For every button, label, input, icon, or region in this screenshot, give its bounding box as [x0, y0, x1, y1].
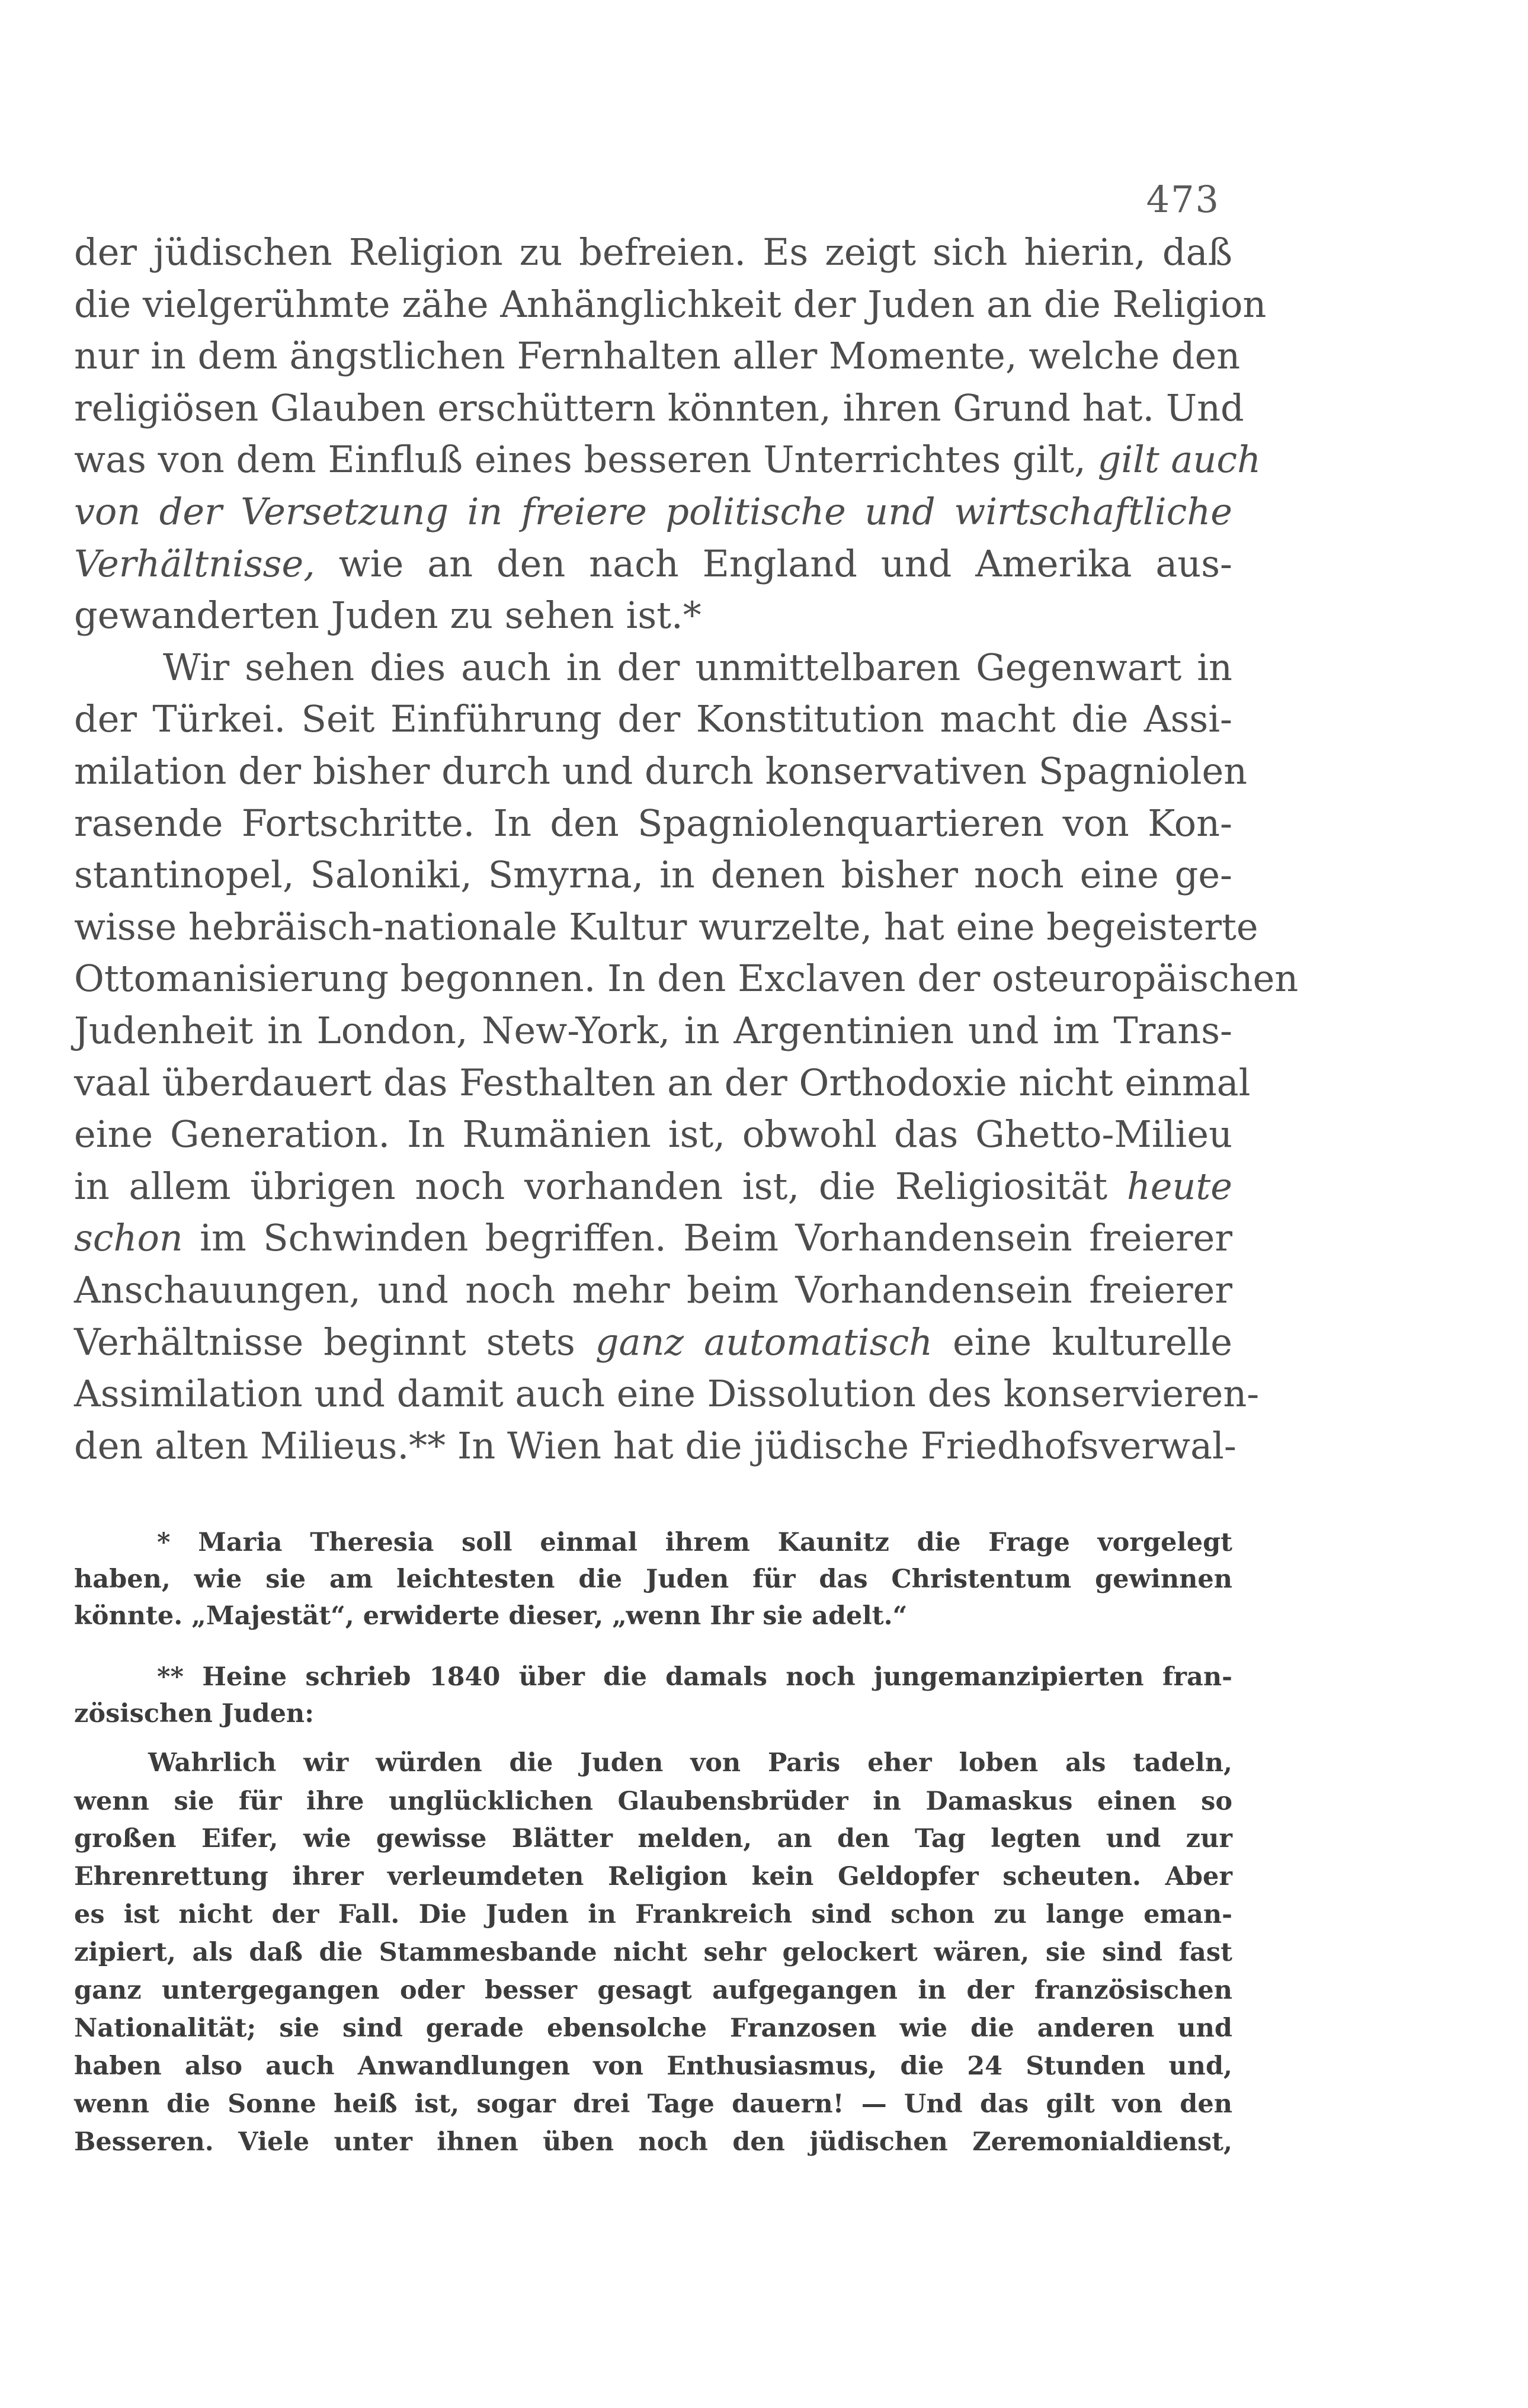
footnote-line: wenn sie für ihre unglücklichen Glaubensbrüder in Damaskus einen so [74, 1787, 1232, 1816]
footnote-line: Nationalität; sie sind gerade ebensolche Franzosen wie die anderen und [74, 2013, 1232, 2043]
main-text-line: nur in dem ängstlichen Fernhalten aller Momente, welche den [74, 334, 1241, 378]
main-text-line: Assimilation und damit auch eine Dissolution des konservieren- [74, 1372, 1260, 1416]
main-text-line [74, 1164, 1232, 1208]
main-text-line: Anschauungen, und noch mehr beim Vorhandensein freierer [74, 1268, 1232, 1312]
footnote-line: ** Heine schrieb 1840 über die damals noch jungemanzipierten fran- [157, 1662, 1232, 1692]
footnote-line: zösischen Juden: [74, 1699, 315, 1729]
main-text-emphasis: von der Versetzung in freiere politische und wirtschaftliche [74, 490, 1232, 533]
footnote-line: haben also auch Anwandlungen von Enthusiasmus, die 24 Stunden und, [74, 2051, 1232, 2081]
main-text-line [74, 438, 1261, 482]
main-text-line: Judenheit in London, New-York, in Argentinien und im Trans- [74, 1009, 1232, 1052]
footnote-line: zipiert, als daß die Stammesbande nicht sehr gelockert wären, sie sind fast [74, 1938, 1232, 1967]
main-text-line: den alten Milieus.** In Wien hat die jüdische Friedhofsverwal- [74, 1423, 1237, 1467]
footnote-line: haben, wie sie am leichtesten die Juden für das Christentum gewinnen [74, 1564, 1232, 1594]
main-text-emphasis: ganz automatisch [595, 1320, 933, 1364]
main-text-line: wisse hebräisch-nationale Kultur wurzelte, hat eine begeisterte [74, 905, 1258, 948]
main-text-emphasis: schon [74, 1216, 183, 1260]
main-text-line [74, 1216, 1232, 1260]
main-text-run: in allem übrigen noch vorhanden ist, die Religiosität [74, 1164, 1127, 1208]
footnote-line: Wahrlich wir würden die Juden von Paris eher loben als tadeln, [148, 1748, 1232, 1778]
main-text-emphasis: gilt auch [1097, 438, 1261, 482]
footnote-line: großen Eifer, wie gewisse Blätter melden, an den Tag legten und zur [74, 1824, 1232, 1854]
main-text-run: was von dem Einfluß eines besseren Unterrichtes gilt, [74, 438, 1098, 482]
main-text-line: die vielgerühmte zähe Anhänglichkeit der Juden an die Religion [74, 282, 1267, 326]
main-text-line: Wir sehen dies auch in der unmittelbaren Gegenwart in [163, 645, 1232, 689]
main-text-line: milation der bisher durch und durch konservativen Spagniolen [74, 749, 1248, 793]
footnote-line: * Maria Theresia soll einmal ihrem Kaunitz die Frage vorgelegt [157, 1528, 1232, 1557]
main-text-line: Ottomanisierung begonnen. In den Exclaven der osteuropäischen [74, 957, 1299, 1001]
main-text-run: Verhältnisse beginnt stets [74, 1320, 595, 1364]
main-text-line [74, 490, 1232, 533]
main-text-line: der Türkei. Seit Einführung der Konstitution macht die Assi- [74, 697, 1232, 741]
main-text-run: im Schwinden begriffen. Beim Vorhandensein freierer [182, 1216, 1232, 1260]
main-text-emphasis: heute [1126, 1164, 1232, 1208]
main-text-line: eine Generation. In Rumänien ist, obwohl das Ghetto-Milieu [74, 1112, 1232, 1156]
main-text-line: stantinopel, Saloniki, Smyrna, in denen bisher noch eine ge- [74, 853, 1232, 897]
footnote-line: könnte. „Majestät“, erwiderte dieser, „wenn Ihr sie adelt.“ [74, 1601, 908, 1631]
main-text-run: eine kulturelle [933, 1320, 1232, 1364]
footnote-line: ganz untergegangen oder besser gesagt aufgegangen in der französischen [74, 1976, 1232, 2005]
main-text-line: gewanderten Juden zu sehen ist.* [74, 594, 701, 637]
page-number: 473 [1146, 178, 1220, 221]
main-text-line: vaal überdauert das Festhalten an der Orthodoxie nicht einmal [74, 1060, 1251, 1104]
main-text-line: rasende Fortschritte. In den Spagniolenquartieren von Kon- [74, 801, 1232, 845]
footnote-line: Ehrenrettung ihrer verleumdeten Religion kein Geldopfer scheuten. Aber [74, 1862, 1232, 1891]
main-text-line [74, 1320, 1232, 1364]
footnote-line: wenn die Sonne heiß ist, sogar drei Tage dauern! — Und das gilt von den [74, 2089, 1232, 2119]
main-text-emphasis: Verhältnisse, [74, 541, 315, 585]
footnote-line: es ist nicht der Fall. Die Juden in Frankreich sind schon zu lange eman- [74, 1900, 1232, 1929]
main-text-line: religiösen Glauben erschüttern könnten, ihren Grund hat. Und [74, 386, 1244, 429]
footnote-line: Besseren. Viele unter ihnen üben noch den jüdischen Zeremonialdienst, [74, 2127, 1232, 2157]
main-text-line [74, 541, 1232, 585]
main-text-run: wie an den nach England und Amerika aus- [315, 541, 1232, 585]
main-text-line: der jüdischen Religion zu befreien. Es zeigt sich hierin, daß [74, 230, 1232, 274]
